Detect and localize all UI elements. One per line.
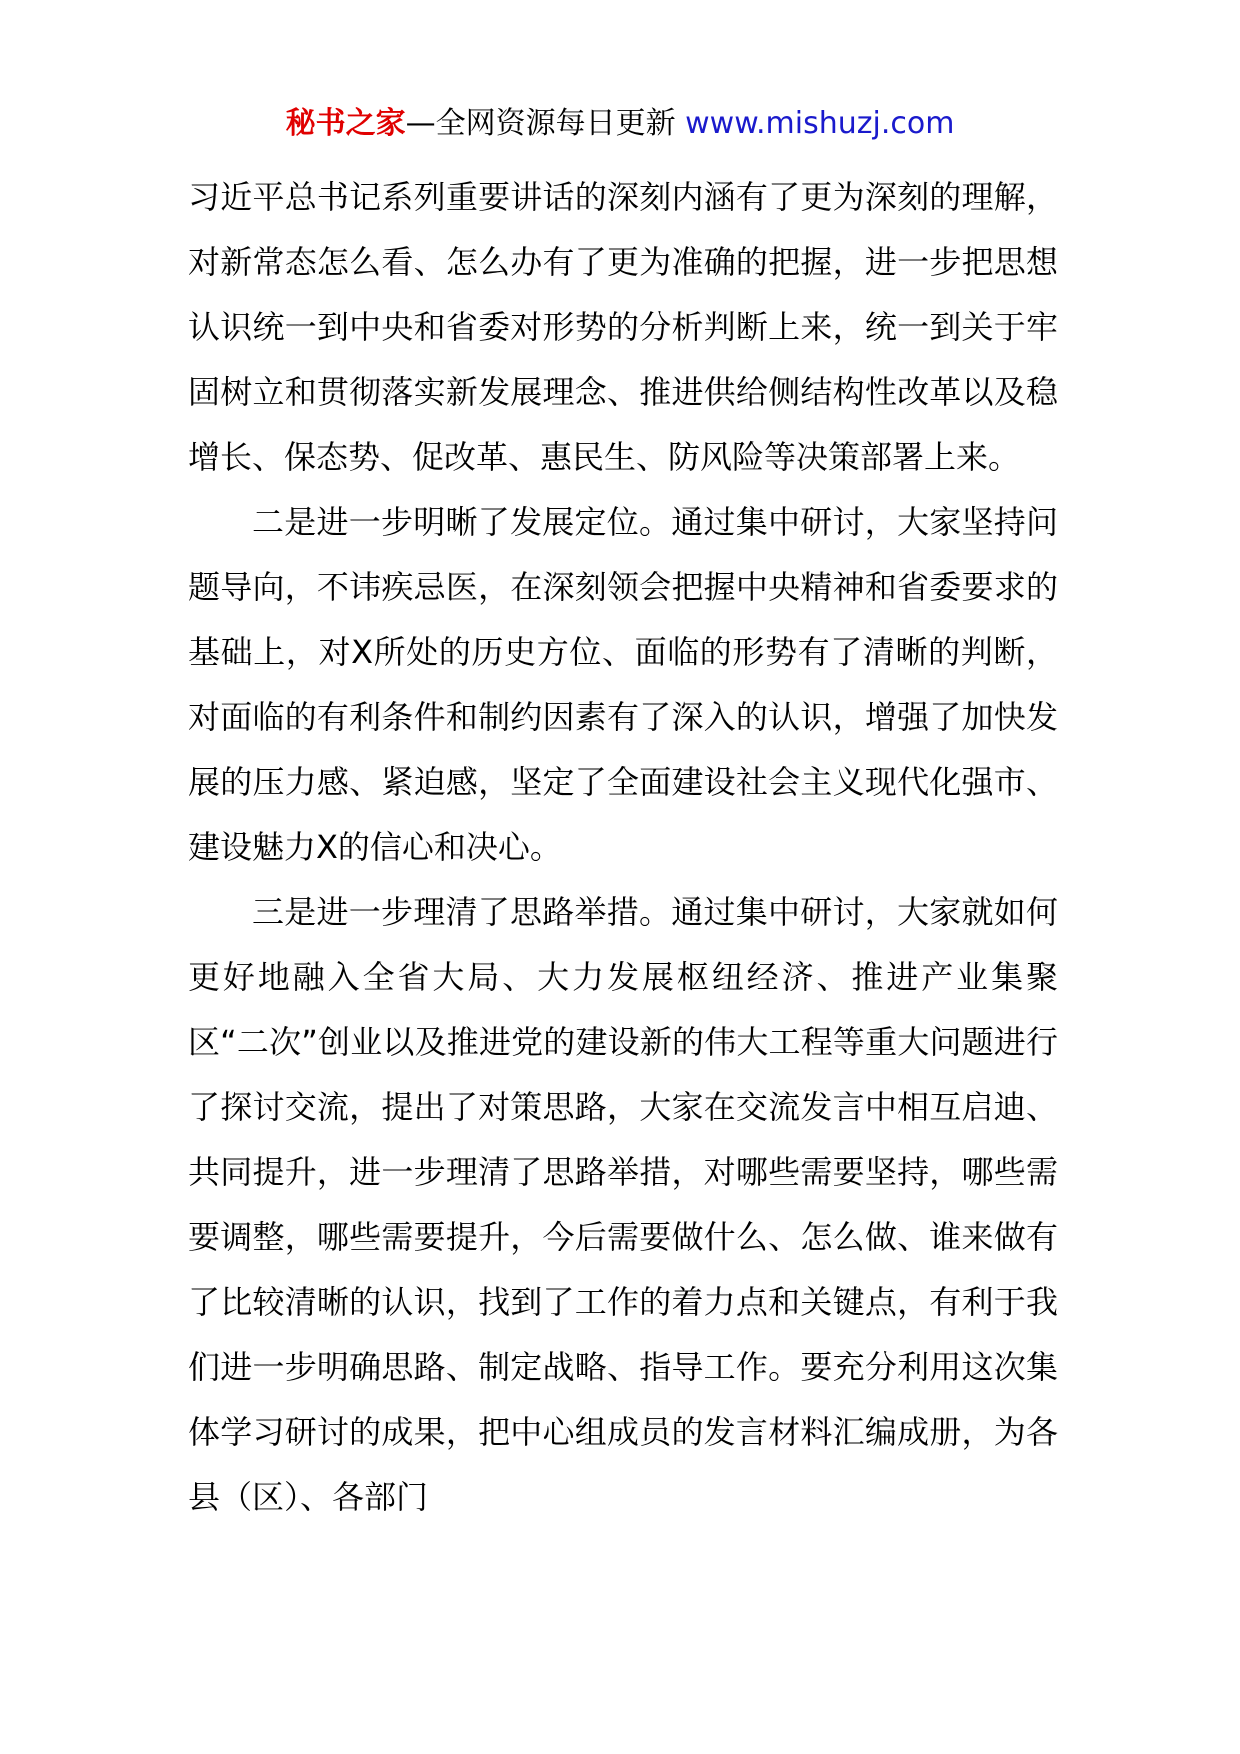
- paragraph-development-positioning: 二是进一步明晰了发展定位。通过集中研讨，大家坚持问题导向，不讳疾忌医，在深刻领会把握中央精神和省委要求的基础上，对X所处的历史方位、面临的形势有了清晰的判断，对面临的有利条件和制约因素有了深入的认识，增强了加快发展的压力感、紧迫感，坚定了全面建设社会主义现代化强市、建设魅力X的信心和决心。: [188, 503, 1058, 866]
- header-brand: 秘书之家: [285, 106, 406, 141]
- document-body: [188, 165, 1058, 1530]
- header-tagline: —全网资源每日更新: [405, 106, 676, 141]
- paragraph-continued: 习近平总书记系列重要讲话的深刻内涵有了更为深刻的理解，对新常态怎么看、怎么办有了更为准确的把握，进一步把思想认识统一到中央和省委对形势的分析判断上来，统一到关于牢固树立和贯彻落实新发展理念、推进供给侧结构性改革以及稳增长、保态势、促改革、惠民生、防风险等决策部署上来。: [188, 178, 1058, 476]
- paragraph-ideas-measures: 三是进一步理清了思路举措。通过集中研讨，大家就如何更好地融入全省大局、大力发展枢纽经济、推进产业集聚区“二次”创业以及推进党的建设新的伟大工程等重大问题进行了探讨交流，提出了对策思路，大家在交流发言中相互启迪、共同提升，进一步理清了思路举措，对哪些需要坚持，哪些需要调整，哪些需要提升，今后需要做什么、怎么做、谁来做有了比较清晰的认识，找到了工作的着力点和关键点，有利于我们进一步明确思路、制定战略、指导工作。要充分利用这次集体学习研讨的成果，把中心组成员的发言材料汇编成册，为各县（区）、各部门: [188, 893, 1058, 1516]
- header-url-link[interactable]: www.mishuzj.com: [685, 106, 955, 141]
- page-header: [0, 104, 1240, 144]
